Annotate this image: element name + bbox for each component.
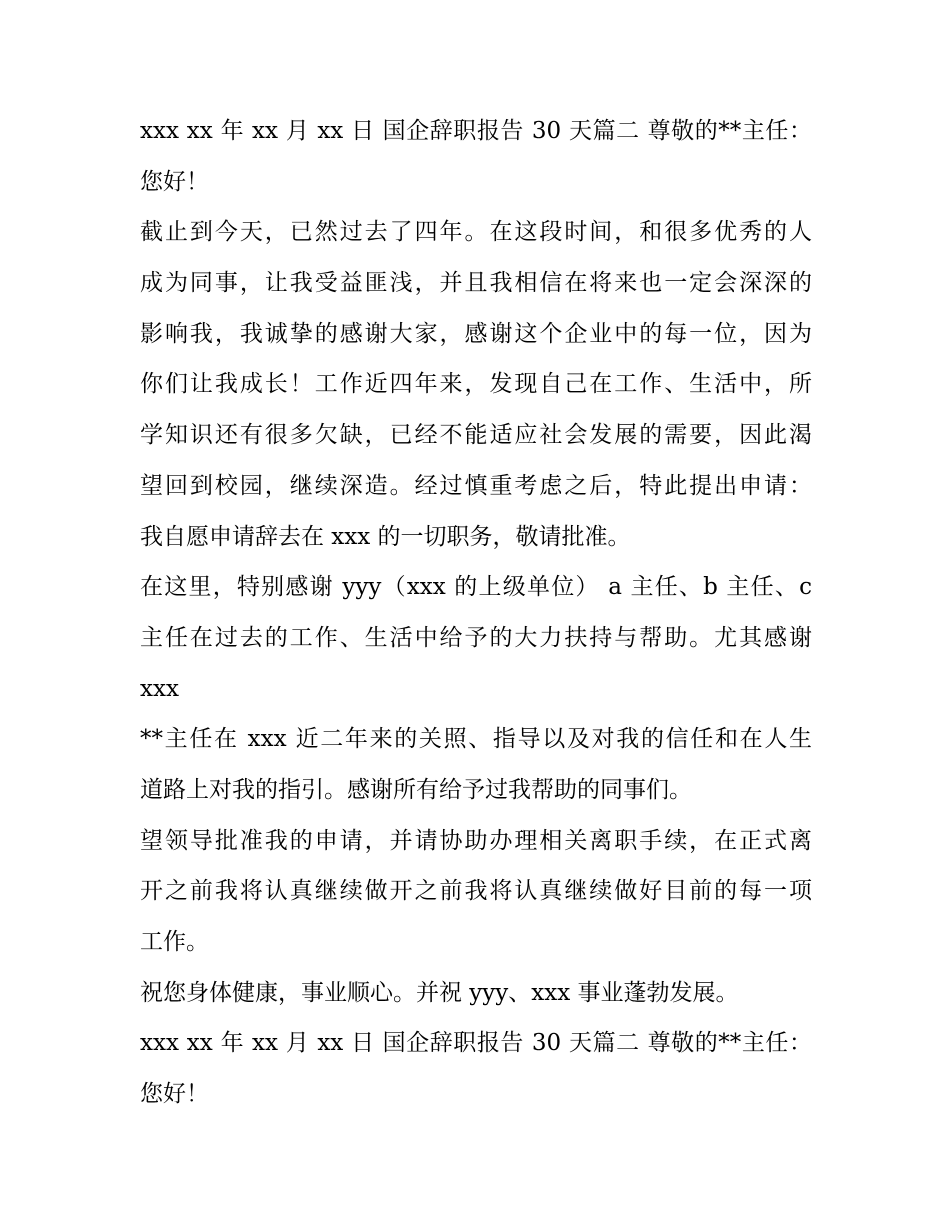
closing-line: 祝您身体健康，事业顺心。并祝 yyy、xxx 事业蓬勃发展。: [140, 979, 739, 1006]
header-line: xxx xx 年 xx 月 xx 日 国企辞职报告 30 天篇二 尊敬的**主任：: [140, 118, 812, 144]
paragraph-line: 学知识还有很多欠缺，已经不能适应社会发展的需要，因此渴: [140, 422, 812, 449]
paragraph-line: 截止到今天，已然过去了四年。在这段时间，和很多优秀的人: [140, 219, 812, 246]
document-body: [140, 106, 812, 1120]
greeting-line: 您好！: [140, 168, 209, 195]
paragraph-line: 开之前我将认真继续做开之前我将认真继续做好目前的每一项: [140, 878, 812, 905]
paragraph-line: 主任在过去的工作、生活中给予的大力扶持与帮助。尤其感谢: [140, 624, 812, 651]
paragraph-line: **主任在 xxx 近二年来的关照、指导以及对我的信任和在人生: [140, 726, 812, 753]
paragraph-line: 道路上对我的指引。感谢所有给予过我帮助的同事们。: [140, 776, 692, 803]
paragraph-line: 在这里，特别感谢 yyy（xxx 的上级单位） a 主任、b 主任、c: [140, 574, 812, 601]
paragraph-line: 望回到校园，继续深造。经过慎重考虑之后，特此提出申请：: [140, 472, 812, 499]
paragraph-line: 我自愿申请辞去在 xxx 的一切职务，敬请批准。: [140, 523, 631, 550]
paragraph-line: 影响我，我诚挚的感谢大家，感谢这个企业中的每一位，因为: [140, 320, 812, 347]
paragraph-line: 工作。: [140, 929, 209, 955]
paragraph-line: xxx: [140, 675, 179, 702]
greeting-line: 您好！: [140, 1081, 209, 1108]
header-line: xxx xx 年 xx 月 xx 日 国企辞职报告 30 天篇二 尊敬的**主任：: [140, 1030, 812, 1057]
paragraph-line: 望领导批准我的申请，并请协助办理相关离职手续，在正式离: [140, 827, 812, 854]
paragraph-line: 成为同事，让我受益匪浅，并且我相信在将来也一定会深深的: [140, 270, 812, 297]
paragraph-line: 你们让我成长！工作近四年来，发现自己在工作、生活中，所: [140, 371, 812, 398]
